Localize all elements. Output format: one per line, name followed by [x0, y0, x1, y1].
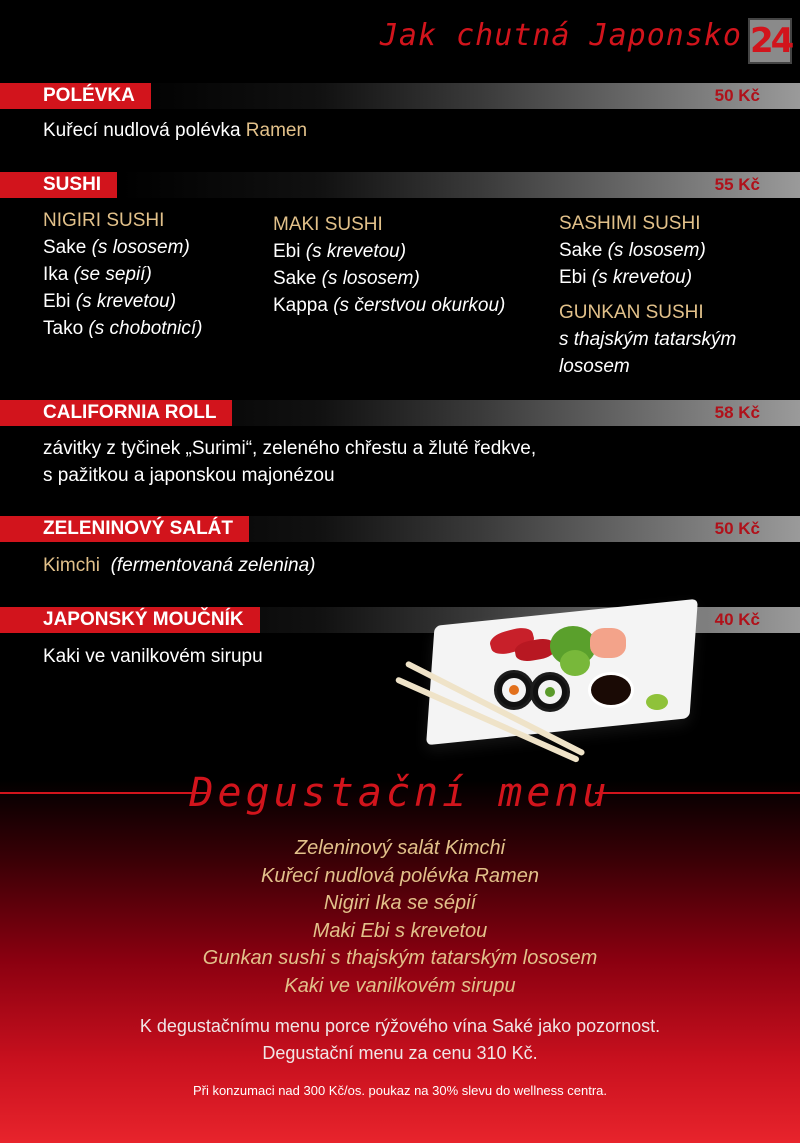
- list-item: Sake (s lososem): [43, 237, 190, 258]
- list-item: Sake (s lososem): [273, 268, 420, 289]
- list-item: Nigiri Ika se sépií: [323, 892, 477, 914]
- section-bar-polevka: [0, 83, 800, 109]
- sashimi-heading: SASHIMI SUSHI: [559, 213, 701, 234]
- california-desc-2: s pažitkou a japonskou majonézou: [43, 465, 335, 486]
- section-title-sushi: SUSHI: [0, 172, 117, 198]
- soy-sauce-bowl: [588, 672, 634, 708]
- list-item: Maki Ebi s krevetou: [312, 919, 488, 942]
- item-moucnik: Kaki ve vanilkovém sirupu: [43, 646, 263, 667]
- section-bar-sushi: [0, 172, 800, 198]
- item-salat: [43, 552, 315, 579]
- degustace-price-note: Degustační menu za cenu 310 Kč.: [262, 1043, 538, 1063]
- degustace-note-1: K degustačnímu menu porce rýžového vína Saké jako pozornost.: [139, 1016, 661, 1036]
- list-item: Ebi (s krevetou): [559, 267, 693, 288]
- section-title-california: CALIFORNIA ROLL: [0, 400, 232, 426]
- salad-garnish: [560, 650, 590, 676]
- price-moucnik: 40 Kč: [714, 610, 760, 629]
- wellness-footnote: Při konzumaci nad 300 Kč/os. poukaz na 30% slevu do wellness centra.: [192, 1083, 608, 1098]
- ginger-pickle: [590, 628, 626, 658]
- item-polevka-name: Kuřecí nudlová polévka: [43, 120, 246, 141]
- list-item: Kaki ve vanilkovém sirupu: [284, 974, 516, 997]
- list-item: Ebi (s krevetou): [43, 291, 177, 312]
- section-title-polevka: POLÉVKA: [0, 83, 151, 109]
- california-desc-1: závitky z tyčinek „Surimi“, zeleného chřestu a žluté ředkve,: [43, 438, 537, 459]
- list-item: Zeleninový salát Kimchi: [294, 837, 506, 859]
- item-polevka: [43, 117, 307, 144]
- item-salat-desc: (fermentovaná zelenina): [110, 555, 316, 576]
- price-california: 58 Kč: [714, 403, 760, 422]
- list-item: Kappa (s čerstvou okurkou): [273, 295, 506, 316]
- price-sushi: 55 Kč: [714, 175, 760, 194]
- maki-column: [273, 211, 505, 319]
- sashimi-column: [559, 210, 736, 380]
- list-item: Kuřecí nudlová polévka Ramen: [261, 864, 539, 887]
- degustace-title: Degustační menu: [189, 770, 611, 816]
- nigiri-column: [43, 207, 202, 342]
- item-polevka-highlight: Ramen: [245, 120, 308, 141]
- price-salat: 50 Kč: [714, 519, 760, 538]
- section-bar-california: [0, 400, 800, 426]
- maki-roll: [494, 670, 534, 710]
- gunkan-heading: GUNKAN SUSHI: [559, 302, 704, 323]
- price-polevka: 50 Kč: [714, 86, 760, 105]
- section-bar-salat: [0, 516, 800, 542]
- menu-title: Jak chutná Japonsko: [379, 18, 742, 53]
- maki-heading: MAKI SUSHI: [273, 214, 383, 235]
- maki-roll: [530, 672, 570, 712]
- nigiri-heading: NIGIRI SUSHI: [43, 210, 165, 231]
- list-item: Ika (se sepií): [43, 264, 152, 285]
- wasabi: [646, 694, 668, 710]
- list-item: Ebi (s krevetou): [273, 241, 407, 262]
- section-title-moucnik: JAPONSKÝ MOUČNÍK: [0, 607, 260, 633]
- gunkan-line1: s thajským tatarským: [559, 329, 737, 350]
- logo-24: 24: [748, 18, 792, 64]
- list-item: Gunkan sushi s thajským tatarským lososem: [202, 947, 598, 969]
- list-item: Tako (s chobotnicí): [43, 318, 203, 339]
- section-title-salat: ZELENINOVÝ SALÁT: [0, 516, 249, 542]
- degustace-list: [0, 835, 800, 1000]
- list-item: Sake (s lososem): [559, 240, 706, 261]
- item-salat-name: Kimchi: [43, 555, 101, 576]
- gunkan-line2: lososem: [559, 356, 630, 377]
